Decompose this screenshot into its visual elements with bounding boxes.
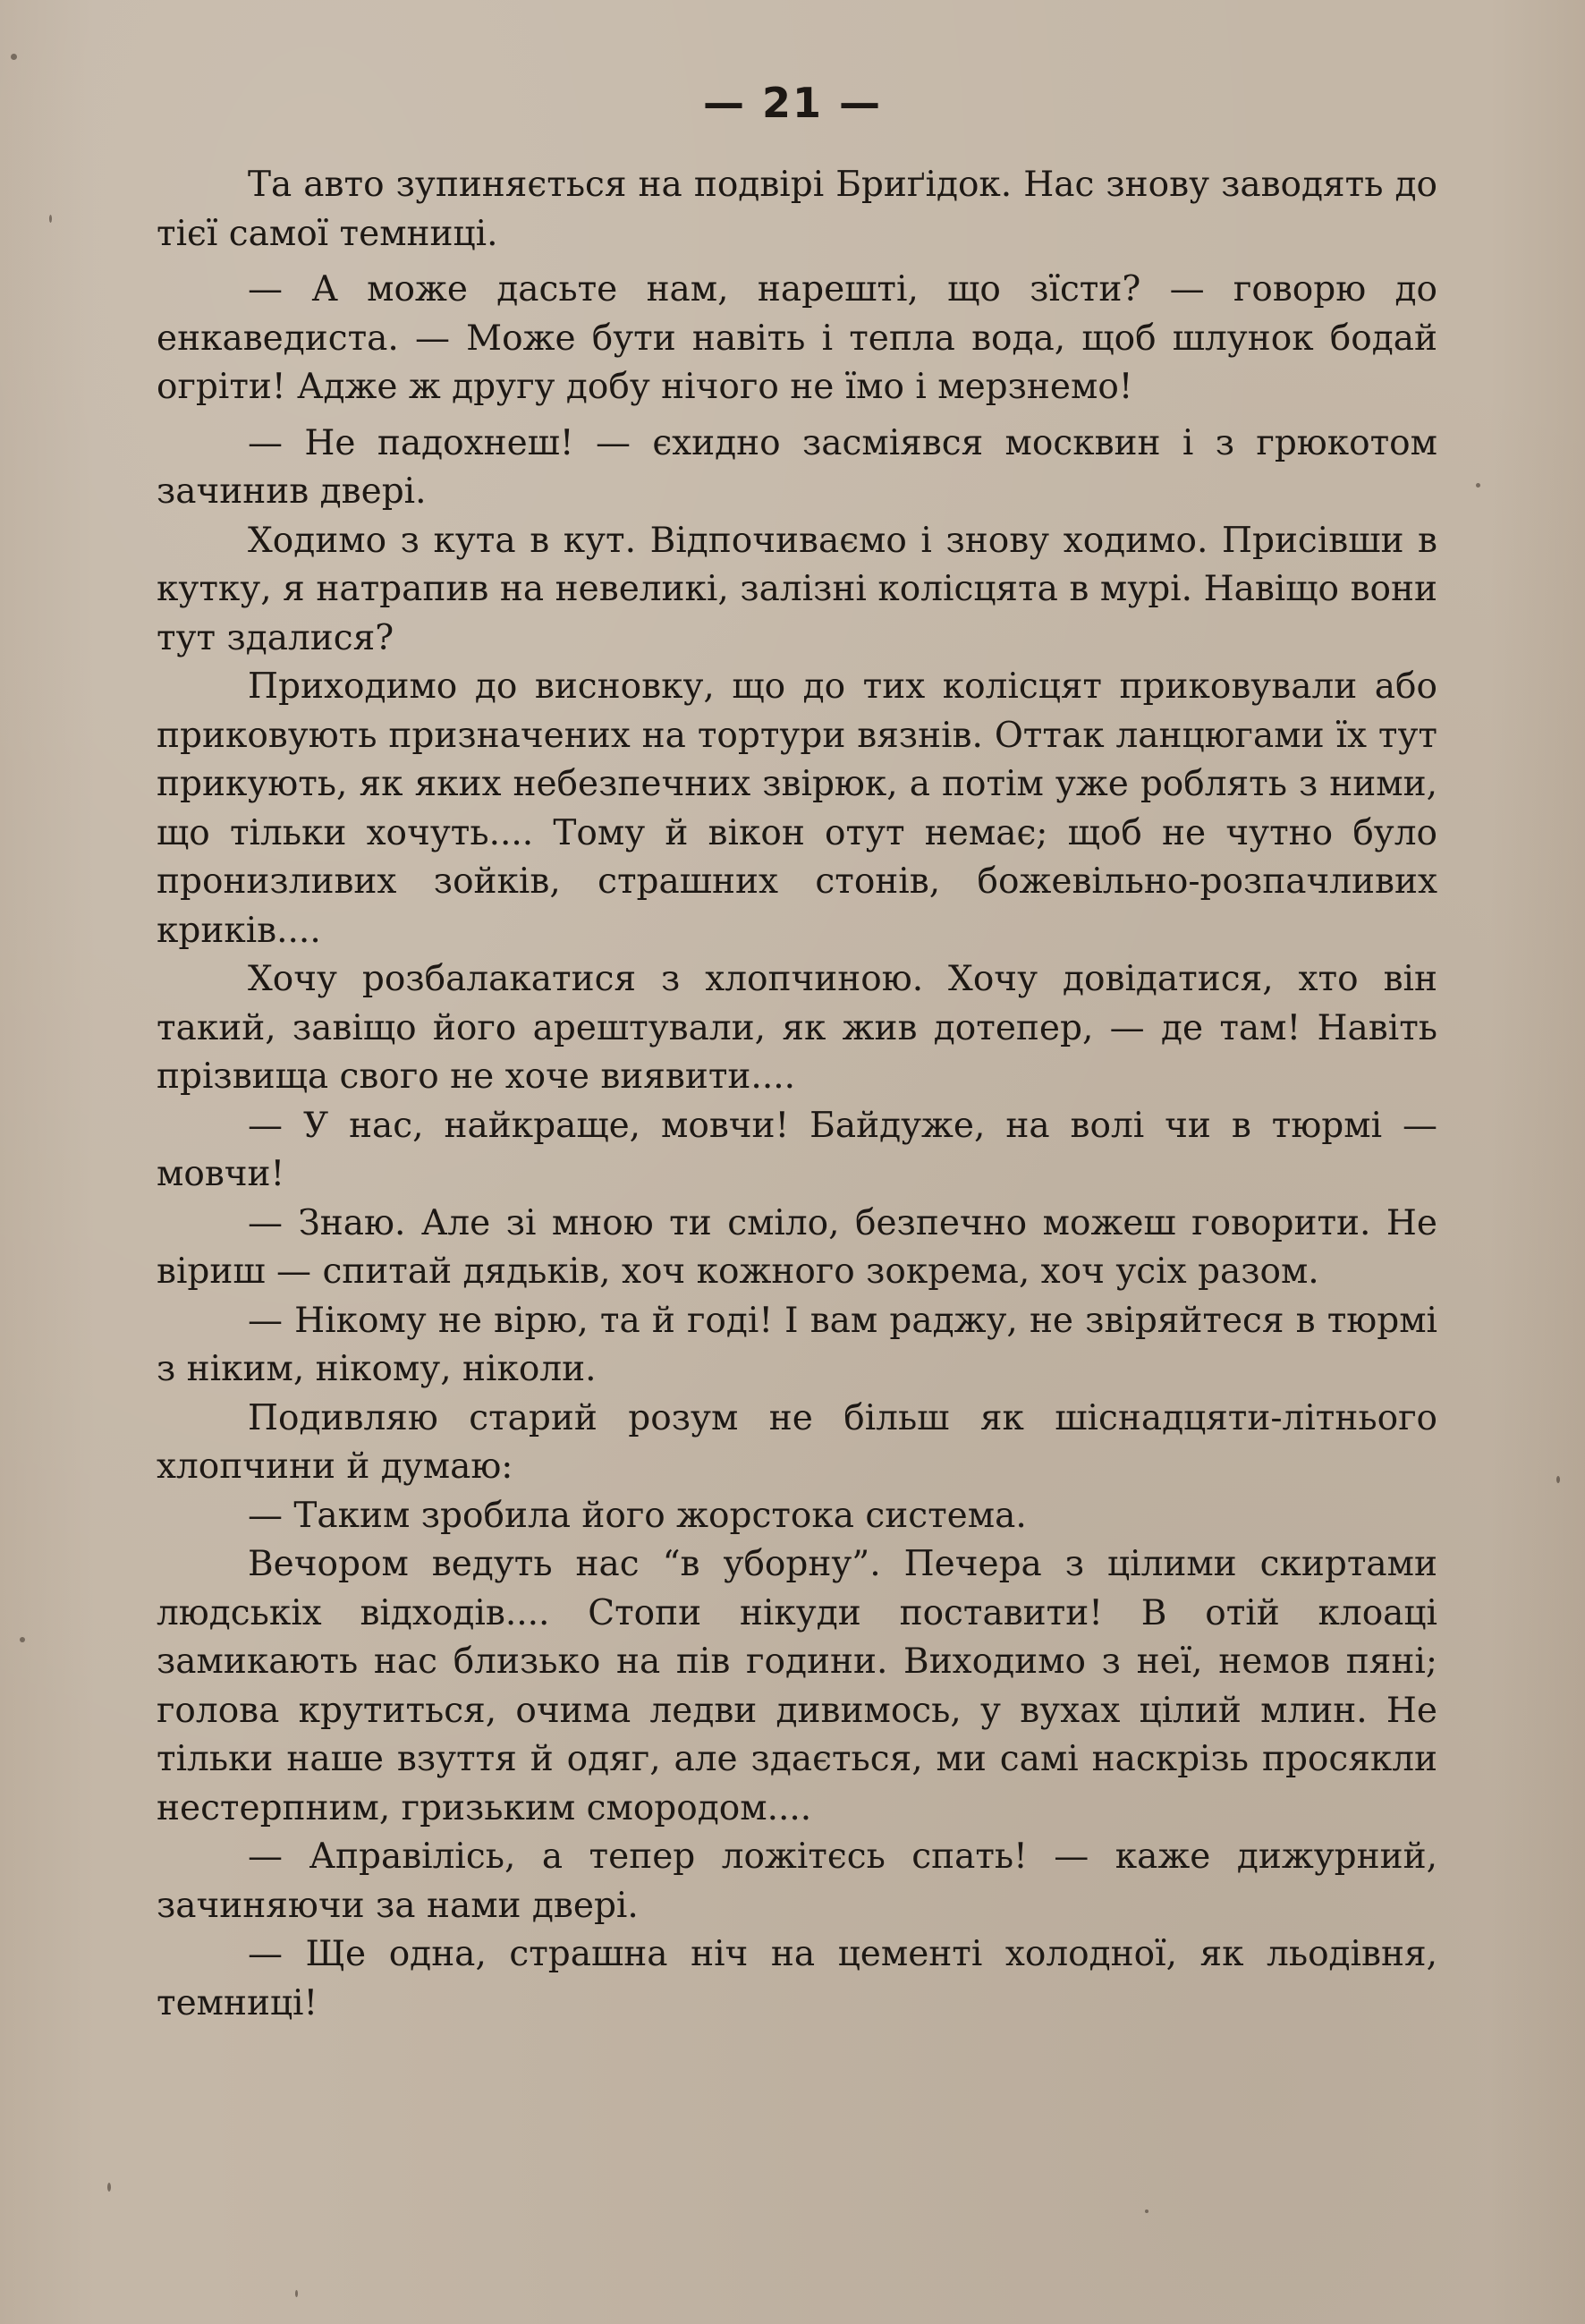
paragraph-13: — Аправілісь, а тепер ложітєсь спать! — каже дижурний, зачиняючи за нами двері. [157,1836,1437,1926]
paragraph-11: — Таким зробила його жорстока система. [248,1495,1027,1536]
paragraph-14: — Ще одна, страшна ніч на цементі холодної, як льодівня, темниці! [157,1934,1437,2023]
paragraph-7: — У нас, найкраще, мовчи! Байдуже, на волі чи в тюрмі — мовчи! [157,1105,1437,1194]
paragraph-4: Ходимо з кута в кут. Відпочиваємо і знову ходимо. Присівши в кутку, я натрапив на невеликі, залізні колісцята в мурі. Навіщо вони тут здалися? [157,520,1437,658]
paragraph-6: Хочу розбалакатися з хлопчиною. Хочу довідатися, хто він такий, завіщо його арештували, як жив дотепер, — де там! Навіть прізвища свого не хоче виявити.... [157,959,1437,1097]
paragraph-5: Приходимо до висновку, що до тих колісцят приковували або приковують призначених на тортури вязнів. Оттак ланцюгами їх тут прикують, як яких небезпечних звірюк, а потім уже роблять з ними, що тільки хочуть.... Тому й вікон отут немає; щоб не чутно було пронизливих зойків, страшних стонів, божевільно-розпачливих криків.... [157,666,1437,951]
paragraph-2: — А може дасьте нам, нарешті, що зїсти? — говорю до енкаведиста. — Може бути навіть і тепла вода, щоб шлунок бодай огріти! Адже ж другу добу нічого не їмо і мерзнемо! [157,269,1437,407]
paragraph-9: — Нікому не вірю, та й годі! І вам раджу, не звіряйтеся в тюрмі з ніким, нікому, ніколи. [157,1300,1437,1389]
paragraph-1: Та авто зупиняється на подвірі Бриґідок. Нас знову заводять до тієї самої темниці. [157,165,1437,254]
paragraph-3: — Не падохнеш! — єхидно засміявся москвин і з грюкотом зачинив двері. [157,422,1437,512]
paragraph-8: — Знаю. Але зі мною ти сміло, безпечно можеш говорити. Не віриш — спитай дядьків, хоч кожного зокрема, хоч усіх разом. [157,1202,1437,1292]
page-number: — 21 — [702,79,883,127]
paragraph-12: Вечором ведуть нас “в уборну”. Печера з цілими скиртами людськіх відходів.... Стопи нікуди поставити! В отій клоаці замикають нас близько на пів години. Виходимо з неї, немов пяні; голова крутиться, очима ледви дивимось, у вухах цілий млин. Не тільки наше взуття й одяг, але здається, ми самі наскрізь просякли нестерпним, гризьким смородом.... [157,1544,1437,1828]
body-text [157,161,1437,2028]
paragraph-10: Подивляю старий розум не більш як шіснадцяти-літнього хлопчини й думаю: [157,1397,1437,1487]
